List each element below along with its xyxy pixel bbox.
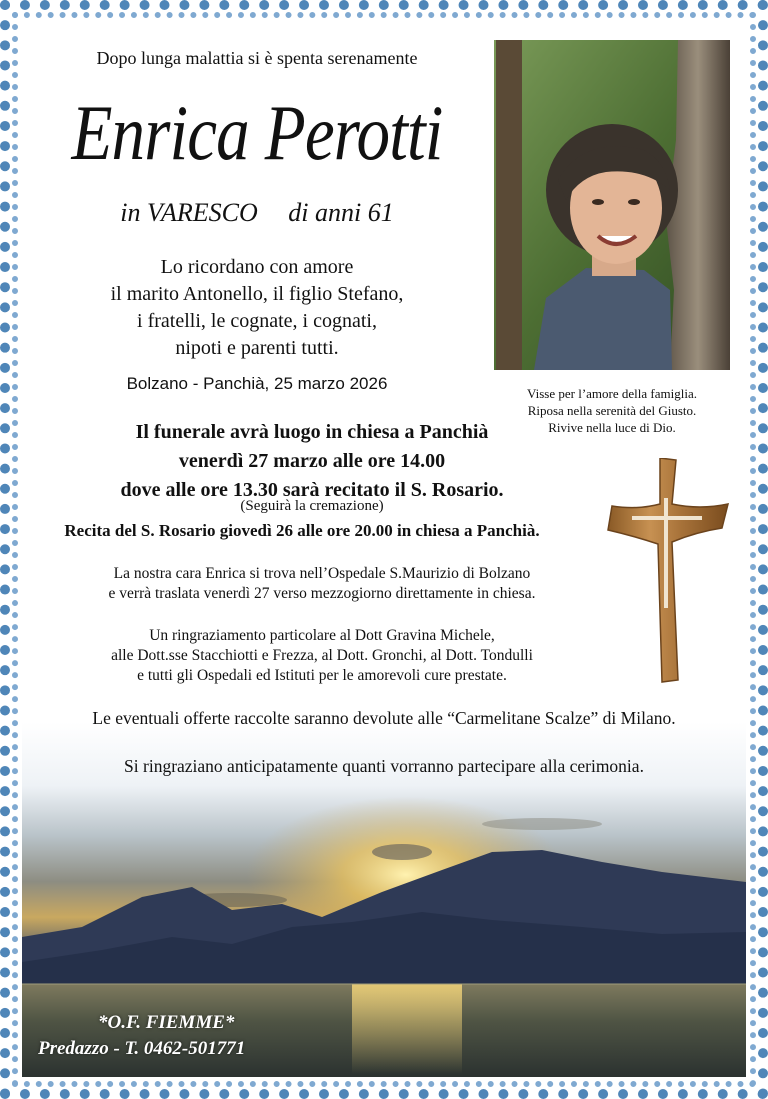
remembered-line: nipoti e parenti tutti. [175,337,339,359]
acknowledgement-line: alle Dott.sse Stacchiotti e Frezza, al Dott. Gronchi, al Dott. Tondulli [111,647,533,664]
cremation-note: (Seguirà la cremazione) [240,498,384,514]
funeral-info [52,418,572,505]
intro-text: Dopo lunga malattia si è spenta serenamente [96,48,418,68]
agency-contact: Predazzo - T. 0462-501771 [38,1038,246,1059]
portrait-illustration [494,40,730,370]
age-text: di anni 61 [288,198,394,227]
acknowledgement-line: Un ringraziamento particolare al Dott Gravina Michele, [149,627,495,644]
acknowledgements [22,626,622,686]
thanks-note: Si ringraziano anticipatamente quanti vorranno partecipare alla cerimonia. [124,756,644,776]
remembered-by [22,254,492,362]
acknowledgement-line: e tutti gli Ospedali ed Istituti per le amorevoli cure prestate. [137,667,507,684]
funeral-line: dove alle ore 13.30 sarà recitato il S. Rosario. [120,479,504,501]
caption-line: Visse per l’amore della famiglia. [527,386,697,401]
wooden-cross-icon [606,458,730,684]
agency-name: *O.F. FIEMME* [98,1012,235,1033]
obituary-sheet [22,22,746,1077]
funeral-line: venerdì 27 marzo alle ore 14.00 [178,450,446,472]
funeral-agency [38,1010,318,1062]
portrait-photo [494,40,730,370]
place-date: Bolzano - Panchià, 25 marzo 2026 [126,374,388,393]
remembered-line: Lo ricordano con amore [160,256,354,278]
hospital-note [22,564,622,604]
caption-line: Riposa nella serenità del Giusto. [527,403,697,418]
subtitle [22,198,492,228]
offers-note: Le eventuali offerte raccolte saranno devolute alle “Carmelitane Scalze” di Milano. [92,708,676,728]
funeral-line: Il funerale avrà luogo in chiesa a Panchià [135,421,489,443]
deceased-name: Enrica Perotti [71,89,443,176]
rosary-info: Recita del S. Rosario giovedì 26 alle ore 20.00 in chiesa a Panchià. [64,521,540,540]
remembered-line: il marito Antonello, il figlio Stefano, [110,283,404,305]
remembered-line: i fratelli, le cognate, i cognati, [137,310,377,332]
maiden-name: in VARESCO [120,198,258,227]
hospital-line: e verrà traslata venerdì 27 verso mezzogiorno direttamente in chiesa. [108,585,536,602]
caption-line: Rivive nella luce di Dio. [548,420,676,435]
hospital-line: La nostra cara Enrica si trova nell’Ospedale S.Maurizio di Bolzano [113,565,531,582]
